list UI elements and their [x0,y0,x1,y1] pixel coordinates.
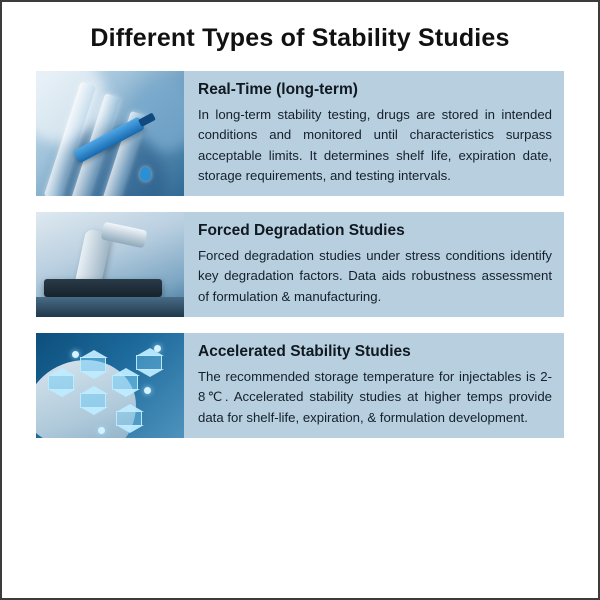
section-forced-degradation [36,212,564,317]
page-title: Different Types of Stability Studies [90,24,510,52]
section-text: In long-term stability testing, drugs are stored in intended conditions and monitored until characteristics surpass acceptable limits. It determines shelf life, expiration date, storage requirements, and testing intervals. [198,106,552,183]
section-heading: Forced Degradation Studies [198,222,405,240]
hexagon-molecule-icon [116,411,142,426]
section-real-time [36,71,564,196]
gloved-hand-molecules-photo [36,333,184,438]
pipette-test-tubes-photo [36,71,184,196]
molecule-node-icon [72,351,79,358]
droplet-icon [140,167,151,181]
hexagon-molecule-icon [80,357,106,372]
molecule-node-icon [144,387,151,394]
section-text: The recommended storage temperature for injectables is 2-8℃. Accelerated stability studies at higher temps provide data for shelf-life, expiration, & formulation development. [198,368,552,425]
section-accelerated [36,333,564,438]
hexagon-molecule-icon [136,355,162,370]
hexagon-molecule-icon [112,375,138,390]
section-body [184,212,564,317]
section-heading: Real-Time (long-term) [198,81,358,98]
section-body [184,333,564,438]
section-text: Forced degradation studies under stress conditions identify key degradation factors. Data aids robustness assessment of formulation & manufacturing. [198,248,552,304]
microscope-photo [36,212,184,317]
microscope-stage-icon [44,279,162,297]
section-heading: Accelerated Stability Studies [198,343,411,361]
hexagon-molecule-icon [48,375,74,390]
section-body [184,71,564,196]
hexagon-molecule-icon [80,393,106,408]
microscope-base-icon [36,297,184,317]
